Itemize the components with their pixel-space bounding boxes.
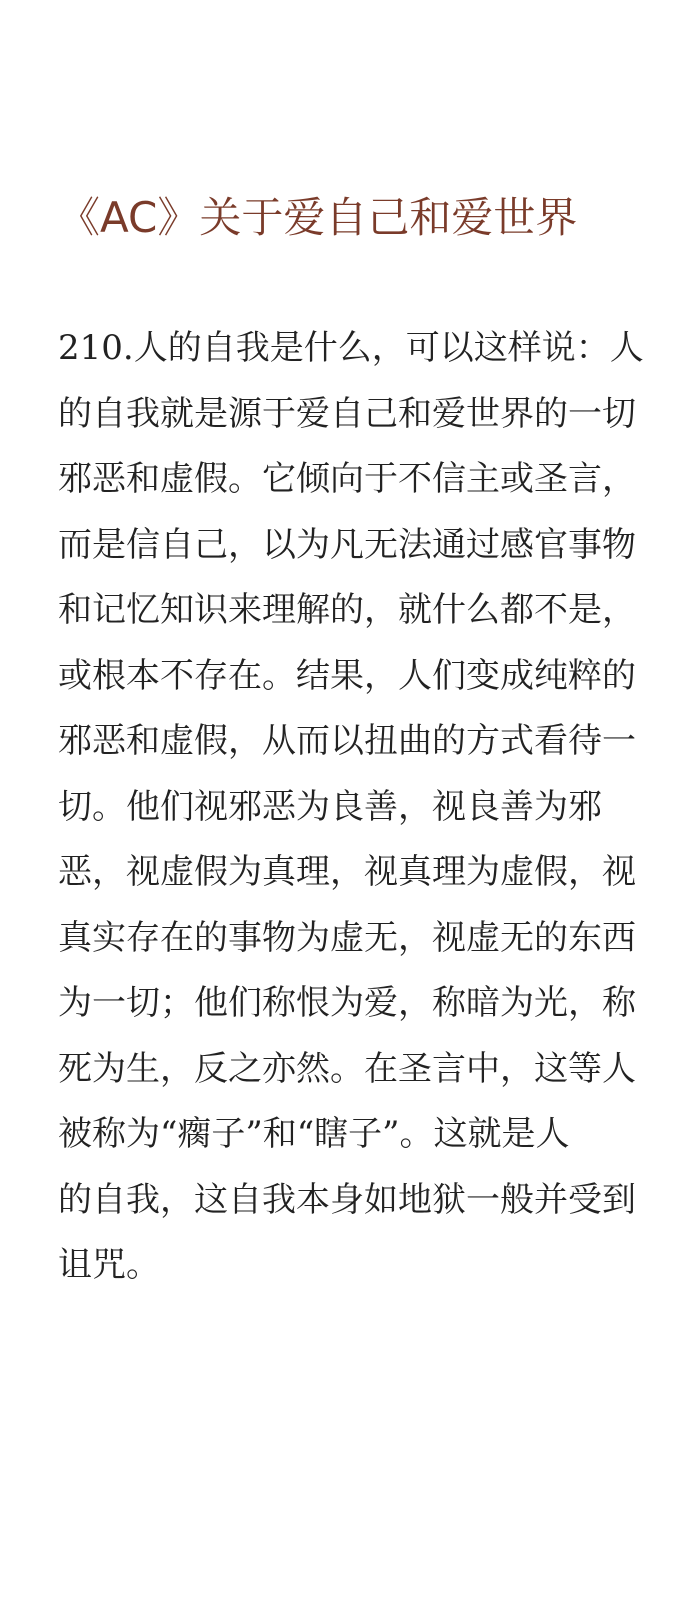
body-line: 的自我，这自我本身如地狱一般并受到 (58, 1179, 636, 1220)
article-body (58, 316, 644, 1299)
body-line: 邪恶和虚假。它倾向于不信主或圣言， (58, 459, 636, 499)
body-line: 210.人的自我是什么，可以这样说：人 (58, 328, 644, 368)
body-line: 切。他们视邪恶为良善，视良善为邪 (58, 786, 602, 827)
article-title: 《AC》关于爱自己和爱世界 (58, 193, 578, 242)
body-line: 恶，视虚假为真理，视真理为虚假，视 (58, 852, 636, 892)
body-line: 诅咒。 (58, 1245, 160, 1285)
body-line: 的自我就是源于爱自己和爱世界的一切 (58, 393, 636, 434)
body-line: 死为生，反之亦然。在圣言中，这等人 (58, 1048, 636, 1089)
body-line: 或根本不存在。结果，人们变成纯粹的 (58, 655, 636, 696)
body-line: 而是信自己，以为凡无法通过感官事物 (58, 524, 636, 565)
body-line: 被称为“瘸子”和“瞎子”。这就是人 (58, 1114, 570, 1154)
body-line: 邪恶和虚假，从而以扭曲的方式看待一 (58, 721, 636, 761)
body-line: 为一切；他们称恨为爱，称暗为光，称 (58, 983, 636, 1023)
body-line: 真实存在的事物为虚无，视虚无的东西 (58, 917, 636, 958)
body-line: 和记忆知识来理解的，就什么都不是， (58, 590, 636, 630)
